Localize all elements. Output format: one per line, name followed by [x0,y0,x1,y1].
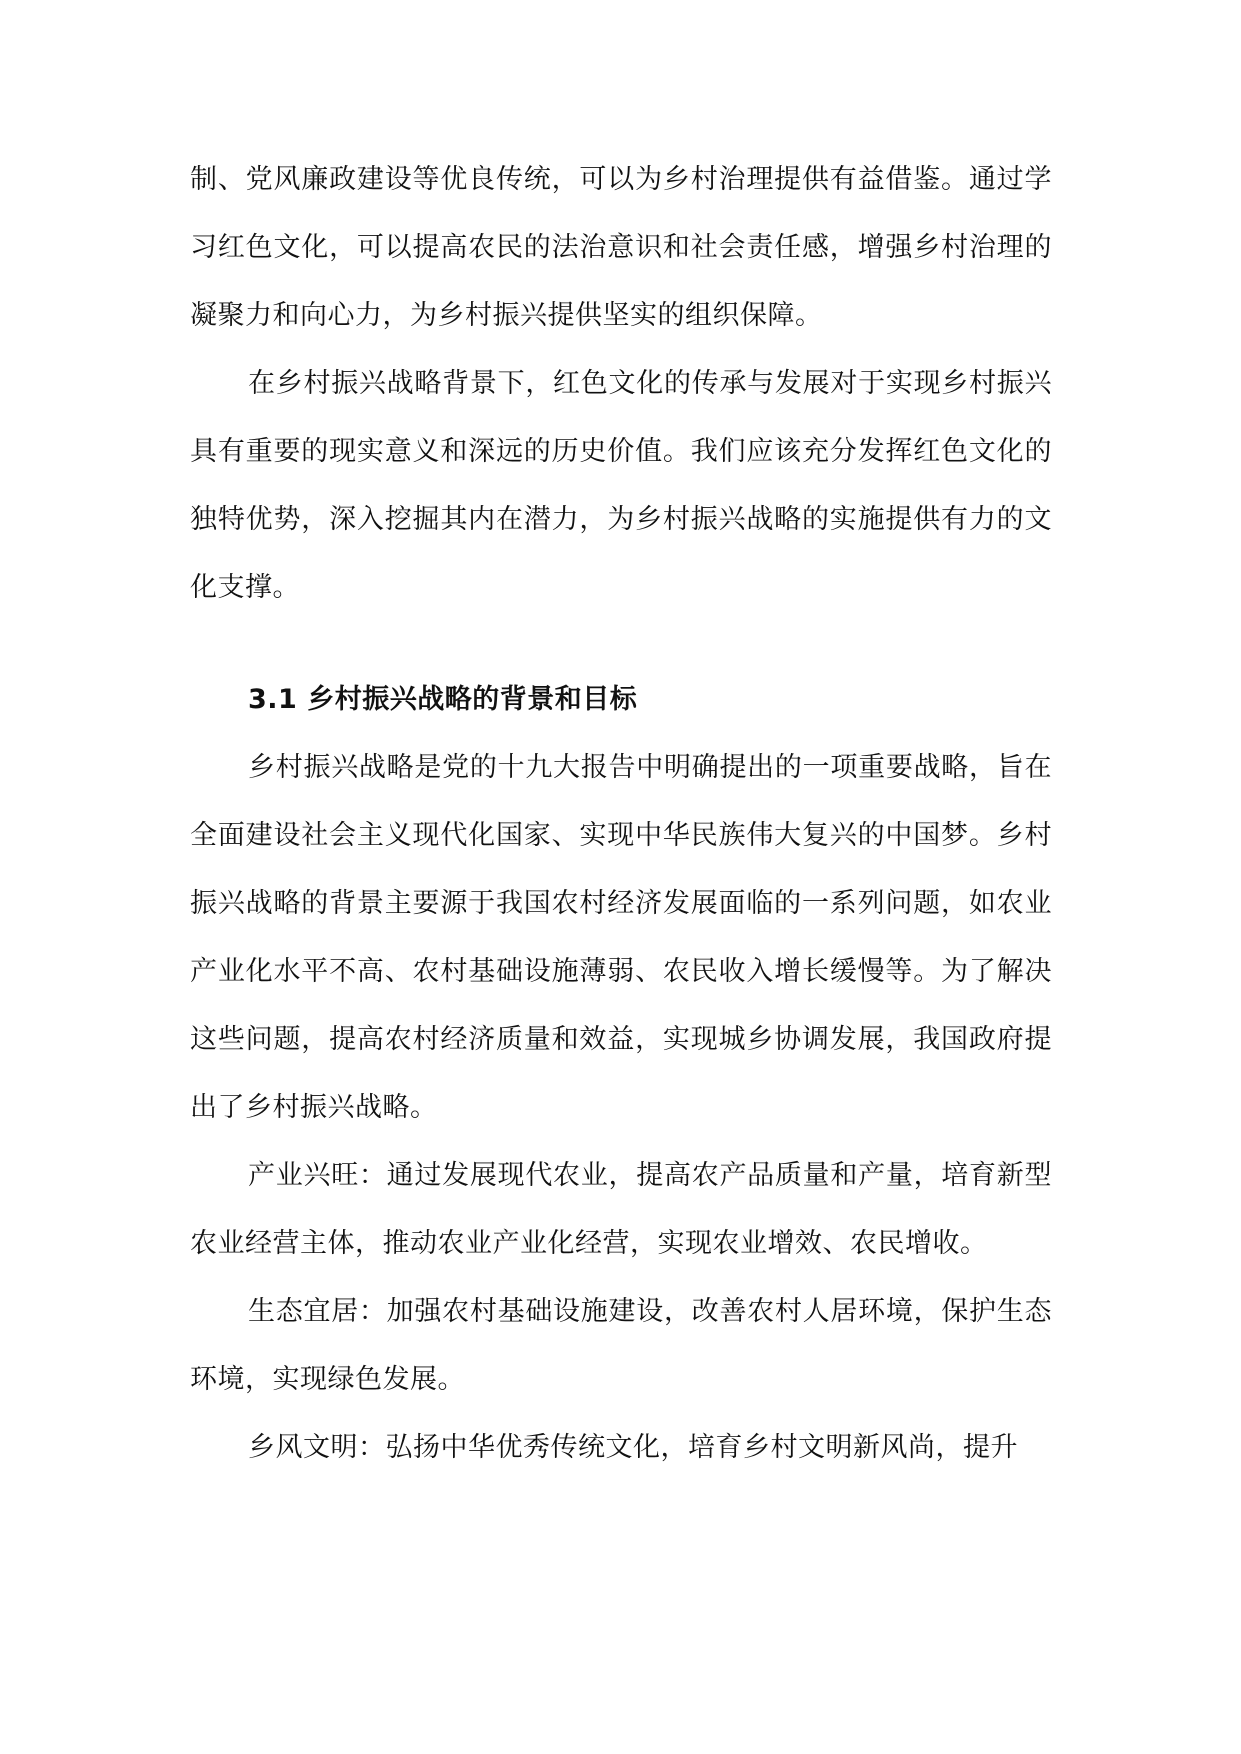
paragraph-ecology: 生态宜居：加强农村基础设施建设，改善农村人居环境，保护生态环境，实现绿色发展。 [190,1296,1052,1395]
paragraph-civilization: 乡风文明：弘扬中华优秀传统文化，培育乡村文明新风尚，提升 [248,1432,1018,1463]
paragraph-strategy-background: 乡村振兴战略是党的十九大报告中明确提出的一项重要战略，旨在全面建设社会主义现代化国家、实现中华民族伟大复兴的中国梦。乡村振兴战略的背景主要源于我国农村经济发展面临的一系列问题，如农业产业化水平不高、农村基础设施薄弱、农民收入增长缓慢等。为了解决这些问题，提高农村经济质量和效益，实现城乡协调发展，我国政府提出了乡村振兴战略。 [190,752,1052,1123]
document-body [190,146,1052,1482]
paragraph-continuation: 制、党风廉政建设等优良传统，可以为乡村治理提供有益借鉴。通过学习红色文化，可以提高农民的法治意识和社会责任感，增强乡村治理的凝聚力和向心力，为乡村振兴提供坚实的组织保障。 [190,164,1052,331]
section-heading: 3.1 乡村振兴战略的背景和目标 [248,684,638,715]
paragraph-red-culture-significance: 在乡村振兴战略背景下，红色文化的传承与发展对于实现乡村振兴具有重要的现实意义和深远的历史价值。我们应该充分发挥红色文化的独特优势，深入挖掘其内在潜力，为乡村振兴战略的实施提供有力的文化支撑。 [190,368,1052,603]
paragraph-industry: 产业兴旺：通过发展现代农业，提高农产品质量和产量，培育新型农业经营主体，推动农业产业化经营，实现农业增效、农民增收。 [190,1160,1052,1259]
